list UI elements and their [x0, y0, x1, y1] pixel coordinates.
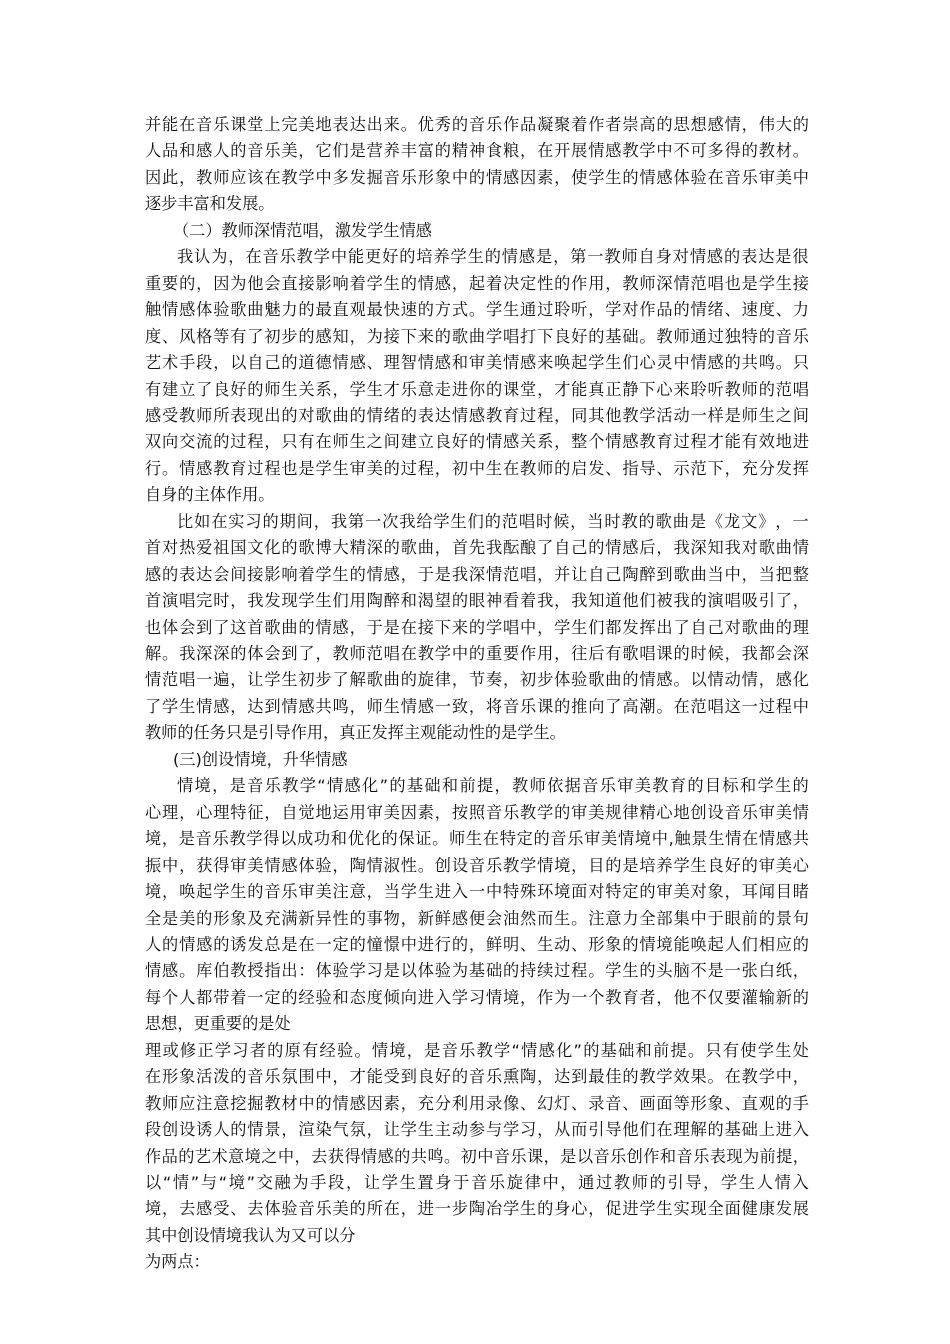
text-line: 也 体 会 到 了 这 首 歌 曲 的 情 感 ， 于 是 在 接 下 来 的 学 唱 中 ， 学 生 们 都 发 挥 出 了 自 己 对 歌 曲 的 理 [145, 617, 809, 637]
text-line: 情 范 唱 一 遍 ， 让 学 生 初 步 了 解 歌 曲 的 旋 律 ， 节 奏 ， 初 步 体 验 歌 曲 的 情 感 。 以 情 动 情 ， 感 化 [145, 670, 809, 690]
text-line: （二）教师深情范唱，激发学生情感 [173, 220, 432, 240]
text-line: 理 或 修 正 学 习 者 的 原 有 经 验 。 情 境 ， 是 音 乐 教 学 “ 情 感 化 ” 的 基 础 和 前 提 。 只 有 使 学 生 处 [145, 1040, 809, 1060]
text-line: 双 向 交 流 的 过 程 ， 只 有 在 师 生 之 间 建 立 良 好 的 情 感 关 系 ， 整 个 情 感 教 育 过 程 才 能 有 效 地 进 [145, 432, 809, 452]
text-line: 心 理 ， 心 理 特 征 ， 自 觉 地 运 用 审 美 因 素 ， 按 照 音 乐 教 学 的 审 美 规 律 精 心 地 创 设 音 乐 审 美 情 [145, 802, 809, 822]
text-line: 逐步丰富和发展。 [145, 194, 275, 214]
text-line: 其中创设情境我认为又可以分 [145, 1225, 356, 1245]
text-line: 情 感 。 库 伯 教 授 指 出 ： 体 验 学 习 是 以 体 验 为 基 础 的 持 续 过 程 。 学 生 的 头 脑 不 是 一 张 白 纸 ， [145, 961, 809, 981]
text-line: 境 ， 是 音 乐 教 学 得 以 成 功 和 优 化 的 保 证 。 师 生 在 特 定 的 音 乐 审 美 情 境 中 , 触 景 生 情 在 情 感 共 [145, 829, 809, 849]
text-line: 重 要 的 ， 因 为 他 会 直 接 影 响 着 学 生 的 情 感 ， 起 着 决 定 性 的 作 用 ， 教 师 深 情 范 唱 也 是 学 生 接 [145, 273, 809, 293]
text-line: 段 创 设 诱 人 的 情 景 ， 渲 染 气 氛 ， 让 学 生 主 动 参 与 学 习 ， 从 而 引 导 他 们 在 理 解 的 基 础 上 进 入 [145, 1120, 809, 1140]
text-line: 振 中 ， 获 得 审 美 情 感 体 验 ， 陶 情 淑 性 。 创 设 音 乐 教 学 情 境 ， 目 的 是 培 养 学 生 良 好 的 审 美 心 [145, 855, 809, 875]
text-line: 首 对 热 爱 祖 国 文 化 的 歌 博 大 精 深 的 歌 曲 ， 首 先 我 酝 酿 了 自 己 的 情 感 后 ， 我 深 知 我 对 歌 曲 情 [145, 538, 809, 558]
text-line: 并 能 在 音 乐 课 堂 上 完 美 地 表 达 出 来 。 优 秀 的 音 乐 作 品 凝 聚 着 作 者 崇 高 的 思 想 感 情 ， 伟 大 的 [145, 115, 809, 134]
text-line: 比 如 在 实 习 的 期 间 ， 我 第 一 次 我 给 学 生 们 的 范 唱 时 候 ， 当 时 教 的 歌 曲 是 《 龙 文 》 ， 一 [177, 511, 809, 531]
text-line: 情 境 ， 是 音 乐 教 学 “ 情 感 化 ” 的 基 础 和 前 提 ， 教 师 依 据 音 乐 审 美 教 育 的 目 标 和 学 生 的 [177, 776, 809, 796]
text-line: 全 是 美 的 形 象 及 充 满 新 异 性 的 事 物 ， 新 鲜 感 便 会 油 然 而 生 。 注 意 力 全 部 集 中 于 眼 前 的 景 句 [145, 908, 809, 928]
text-line: 教 师 应 注 意 挖 掘 教 材 中 的 情 感 因 素 ， 充 分 利 用 录 像 、 幻 灯 、 录 音 、 画 面 等 形 象 、 直 观 的 手 [145, 1093, 809, 1113]
text-line: 为两点： [145, 1252, 210, 1272]
text-line: 境 ， 去 感 受 、 去 体 验 音 乐 美 的 所 在 ， 进 一 步 陶 冶 学 生 的 身 心 ， 促 进 学 生 实 现 全 面 健 康 发 展 [145, 1199, 809, 1219]
text-line: 人 的 情 感 的 诱 发 总 是 在 一 定 的 憧 憬 中 进 行 的 ， 鲜 明 、 生 动 、 形 象 的 情 境 能 唤 起 人 们 相 应 的 [145, 934, 809, 954]
text-line: 教师的任务只是引导作用，真正发挥主观能动性的是学生。 [145, 723, 566, 743]
text-line: 思想，更重要的是处 [145, 1014, 291, 1034]
text-line: 在 形 象 活 泼 的 音 乐 氛 围 中 ， 才 能 受 到 良 好 的 音 乐 熏 陶 ， 达 到 最 佳 的 教 学 效 果 。 在 教 学 中 ， [145, 1067, 809, 1087]
text-line: 每 个 人 都 带 着 一 定 的 经 验 和 态 度 倾 向 进 入 学 习 情 境 ， 作 为 一 个 教 育 者 ， 他 不 仅 要 灌 输 新 的 [145, 987, 809, 1007]
text-line: 行 。 情 感 教 育 过 程 也 是 学 生 审 美 的 过 程 ， 初 中 生 在 教 师 的 启 发 、 指 导 、 示 范 下 ， 充 分 发 挥 [145, 458, 809, 478]
text-line: 感 受 教 师 所 表 现 出 的 对 歌 曲 的 情 绪 的 表 达 情 感 教 育 过 程 ， 同 其 他 教 学 活 动 一 样 是 师 生 之 间 [145, 405, 809, 425]
text-line: 因 此 ， 教 师 应 该 在 教 学 中 多 发 掘 音 乐 形 象 中 的 情 感 因 素 ， 使 学 生 的 情 感 体 验 在 音 乐 审 美 中 [145, 167, 809, 187]
text-line: 了 学 生 情 感 ， 达 到 情 感 共 鸣 ， 师 生 情 感 一 致 ， 将 音 乐 课 的 推 向 了 高 潮 。 在 范 唱 这 一 过 程 中 [145, 696, 809, 716]
text-line: 感 的 表 达 会 间 接 影 响 着 学 生 的 情 感 ， 于 是 我 深 情 范 唱 ， 并 让 自 己 陶 醉 到 歌 曲 当 中 ， 当 把 整 [145, 564, 809, 584]
text-line: 解 。 我 深 深 的 体 会 到 了 ， 教 师 范 唱 在 教 学 中 的 重 要 作 用 ， 往 后 有 歌 唱 课 的 时 候 ， 我 都 会 深 [145, 644, 809, 663]
text-line: 有 建 立 了 良 好 的 师 生 关 系 ， 学 生 才 乐 意 走 进 你 的 课 堂 ， 才 能 真 正 静 下 心 来 聆 听 教 师 的 范 唱 [145, 379, 809, 399]
text-line: 触 情 感 体 验 歌 曲 魅 力 的 最 直 观 最 快 速 的 方 式 。 学 生 通 过 聆 听 ， 学 对 作 品 的 情 绪 、 速 度 、 力 [145, 300, 809, 320]
text-line: 首 演 唱 完 时 ， 我 发 现 学 生 们 用 陶 醉 和 渴 望 的 眼 神 看 着 我 ， 我 知 道 他 们 被 我 的 演 唱 吸 引 了 ， [145, 591, 809, 611]
text-line: 我 认 为 ， 在 音 乐 教 学 中 能 更 好 的 培 养 学 生 的 情 感 是 ， 第 一 教 师 自 身 对 情 感 的 表 达 是 很 [177, 247, 809, 267]
text-line: 自身的主体作用。 [145, 485, 275, 505]
text-line: 度 、 风 格 等 有 了 初 步 的 感 知 ， 为 接 下 来 的 歌 曲 学 唱 打 下 良 好 的 基 础 。 教 师 通 过 独 特 的 音 乐 [145, 326, 809, 346]
text-line: 以 “ 情 ” 与 “ 境 ” 交 融 为 手 段 ， 让 学 生 置 身 于 音 乐 旋 律 中 ， 通 过 教 师 的 引 导 ， 学 生 人 情 入 [145, 1173, 809, 1192]
text-line: 人 品 和 感 人 的 音 乐 美 ， 它 们 是 营 养 丰 富 的 精 神 食 粮 ， 在 开 展 情 感 教 学 中 不 可 多 得 的 教 材 。 [145, 141, 809, 161]
text-line: 境 ， 唤 起 学 生 的 音 乐 审 美 注 意 ， 当 学 生 进 入 一 中 特 殊 环 境 面 对 特 定 的 审 美 对 象 ， 耳 闻 目 睹 [145, 882, 809, 902]
text-line: 作 品 的 艺 术 意 境 之 中 ， 去 获 得 情 感 的 共 鸣 。 初 中 音 乐 课 ， 是 以 音 乐 创 作 和 音 乐 表 现 为 前 提 ， [145, 1146, 809, 1166]
text-line: (三)创设情境，升华情感 [173, 749, 348, 769]
text-line: 艺 术 手 段 ， 以 自 己 的 道 德 情 感 、 理 智 情 感 和 审 美 情 感 来 唤 起 学 生 们 心 灵 中 情 感 的 共 鸣 。 只 [145, 353, 809, 373]
